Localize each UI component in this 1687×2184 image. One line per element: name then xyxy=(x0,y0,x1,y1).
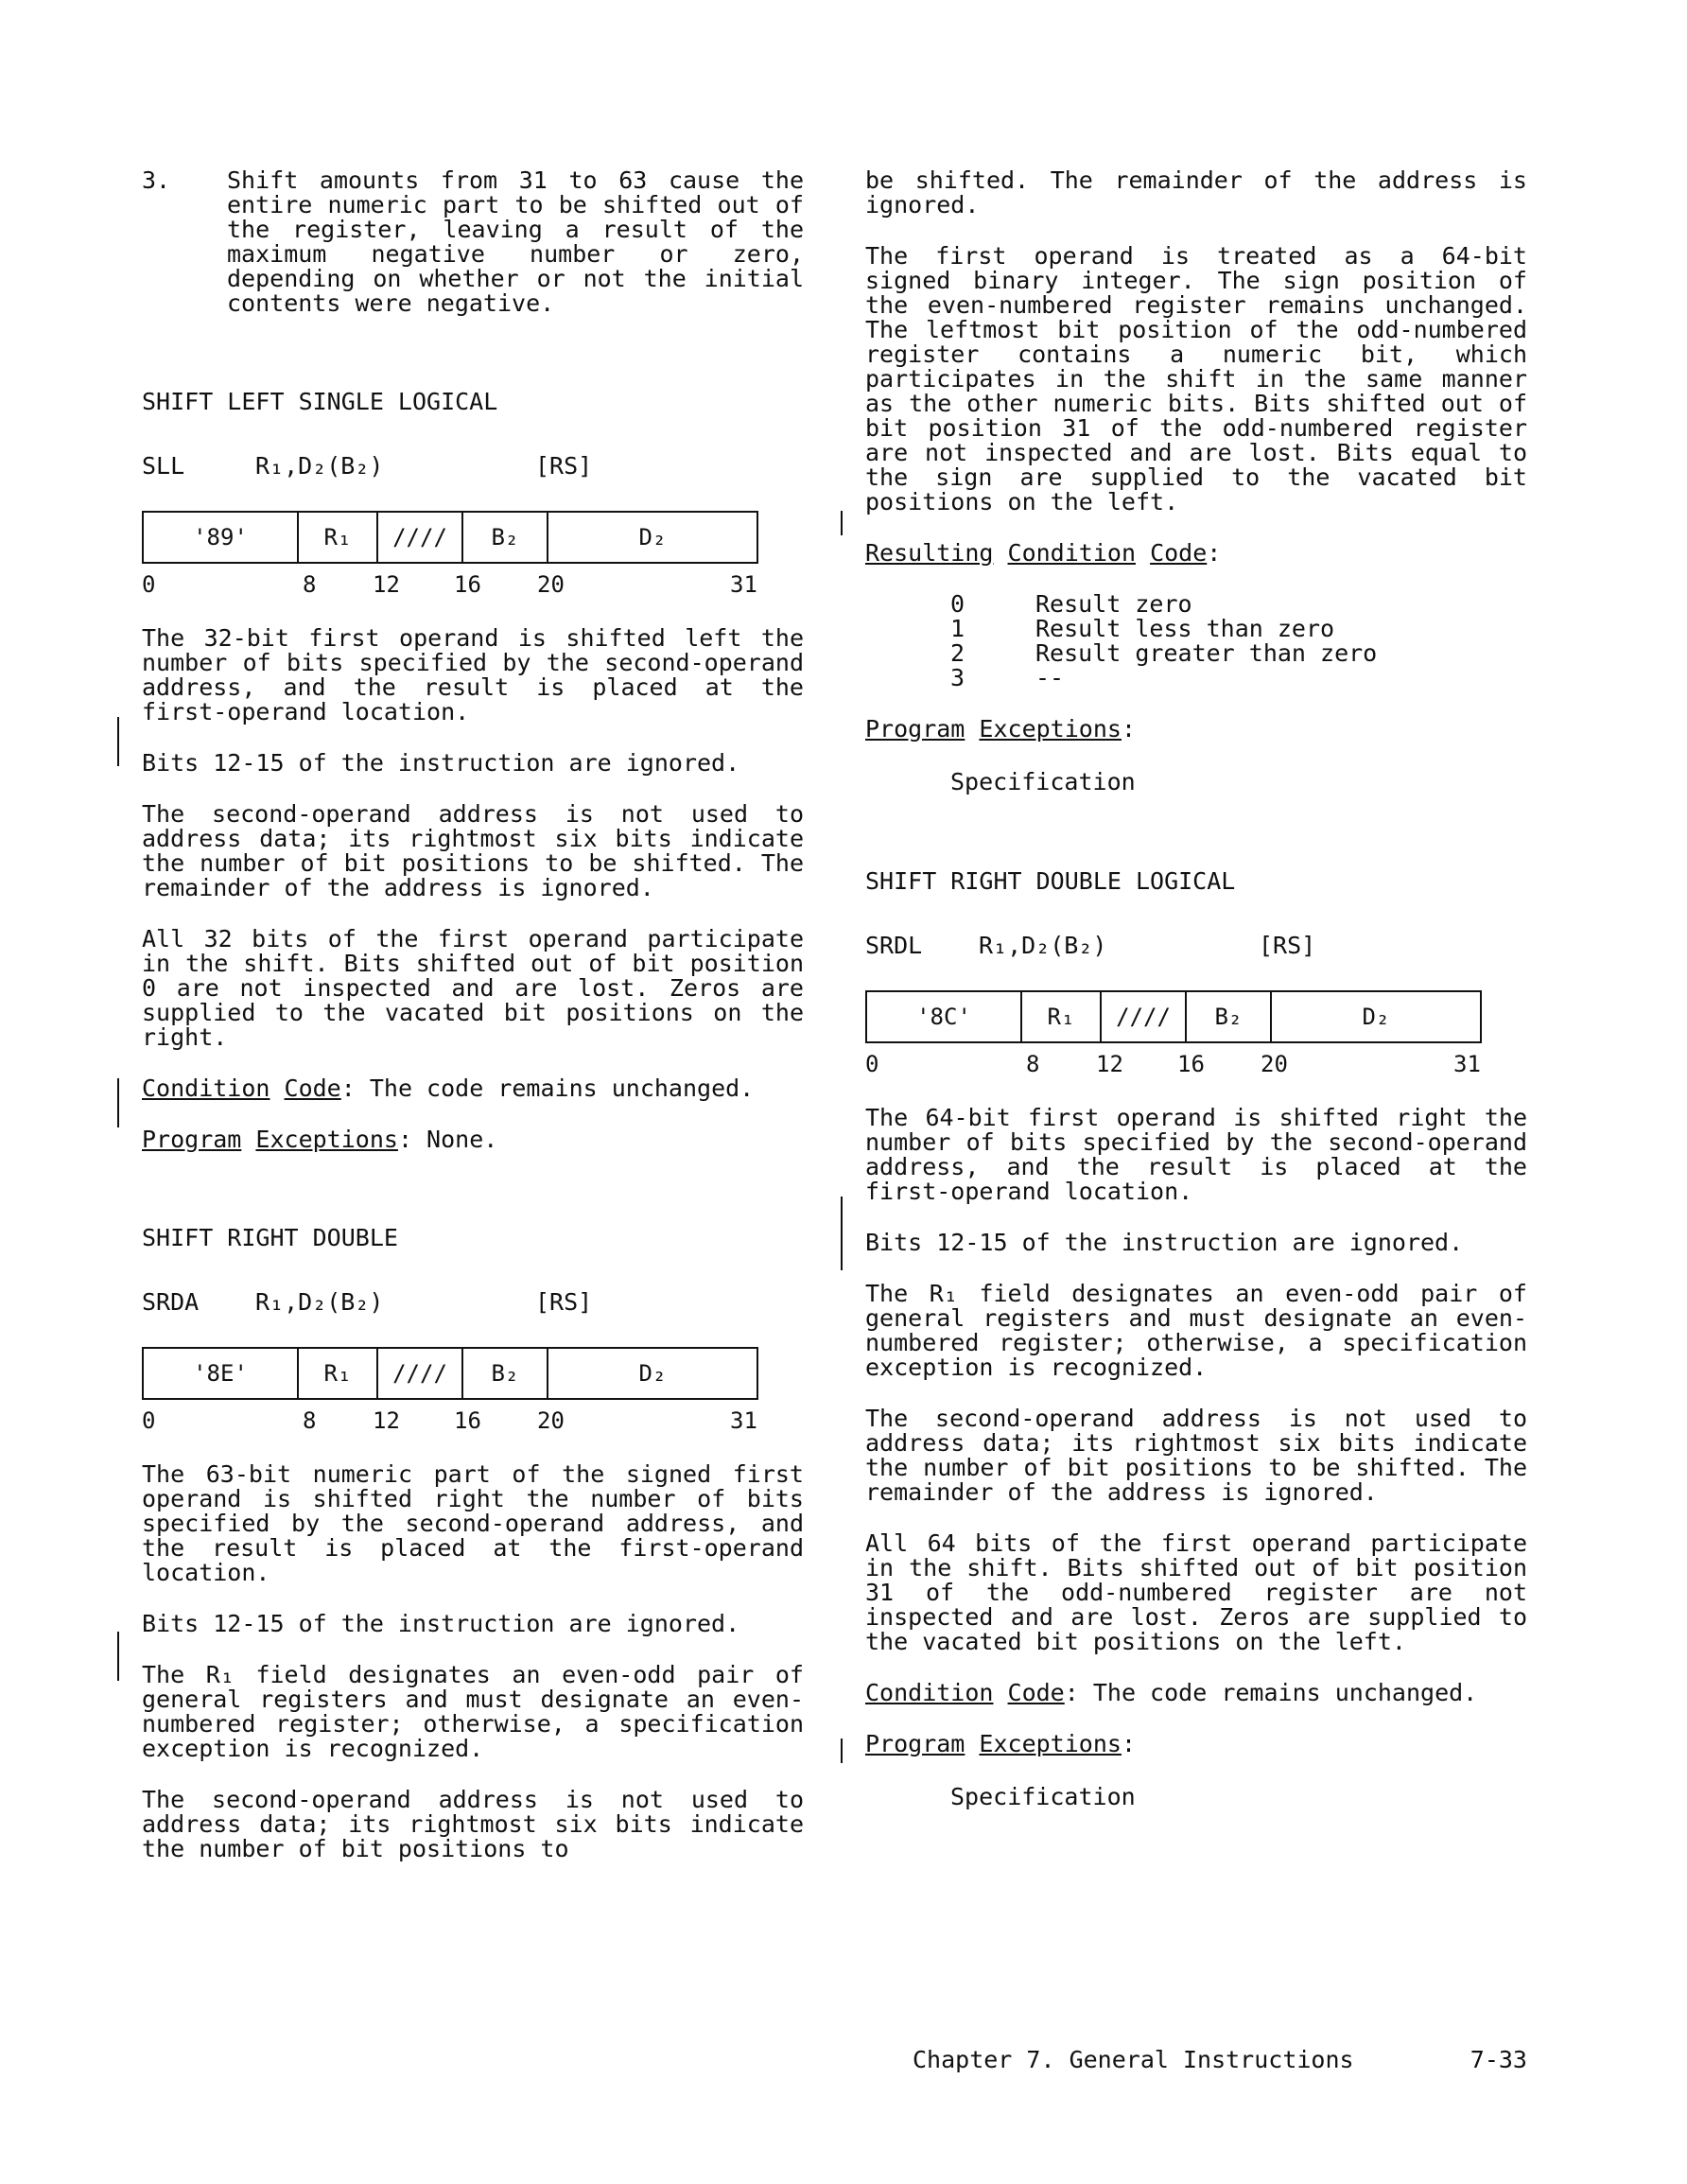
chapter-title: Chapter 7. General Instructions xyxy=(913,2046,1354,2073)
list-text: Shift amounts from 31 to 63 cause the entire numeric part to be shifted out of the register, leaving a result of the maximum negative number or zero, depending on whether or not the initial contents were negative. xyxy=(227,166,804,317)
paragraph: The first operand is treated as a 64-bit signed binary integer. The sign position of the even-numbered register remains unchanged. The leftmost bit position of the odd-numbered register contains a numeric bit, which participates in the shift in the same manner as the other numeric bits. Bits shifted out of bit position 31 of the odd-numbered register are not inspected and are lost. Bits equal to the sign are supplied to the vacated bit positions on the left. xyxy=(865,242,1527,515)
label: Code xyxy=(284,1075,341,1102)
paragraph: The 63-bit numeric part of the signed first operand is shifted right the number of bits specified by the second-operand address, and the result is placed at the first-operand location. xyxy=(142,1460,804,1586)
format-type: [RS] xyxy=(535,452,593,480)
bit-positions xyxy=(865,1051,1527,1079)
bit-label: 16 xyxy=(1177,1051,1205,1077)
bit-positions xyxy=(142,1407,804,1436)
operands: R₁,D₂(B₂) xyxy=(979,932,1107,959)
text: : The code remains unchanged. xyxy=(1064,1679,1478,1706)
code: 2 xyxy=(950,639,965,667)
field-r1: R₁ xyxy=(299,513,378,562)
code: 3 xyxy=(950,664,965,691)
text: : The code remains unchanged. xyxy=(340,1075,755,1102)
program-exceptions-paragraph xyxy=(142,1127,804,1152)
paragraph: be shifted. The remainder of the address is ignored. xyxy=(865,166,1527,218)
bit-label: 20 xyxy=(537,571,565,598)
bit-label: 31 xyxy=(1453,1051,1481,1077)
change-bar xyxy=(841,1738,843,1763)
list-item xyxy=(950,641,1527,666)
paragraph: The R₁ field designates an even-odd pair of general registers and must designate an even-numbered register; otherwise, a specification exception is recognized. xyxy=(865,1280,1527,1381)
field-d2: D₂ xyxy=(1362,1004,1390,1030)
instruction-syntax xyxy=(865,934,1527,958)
condition-code-list xyxy=(950,592,1527,690)
bit-label: 0 xyxy=(142,1407,156,1434)
paragraph: The R₁ field designates an even-odd pair of general registers and must designate an even-numbered register; otherwise, a specification exception is recognized. xyxy=(142,1661,804,1762)
list-number: 3. xyxy=(142,166,171,194)
field-r1: R₁ xyxy=(299,1349,378,1398)
label: Exceptions xyxy=(979,1730,1122,1757)
paragraph: The 32-bit first operand is shifted left the number of bits specified by the second-operand address, and the result is placed at the first-operand location. xyxy=(142,624,804,725)
mnemonic: SRDL xyxy=(865,932,923,959)
change-bar xyxy=(841,1197,843,1270)
paragraph: Bits 12-15 of the instruction are ignored. xyxy=(142,749,740,777)
field-unused: //// xyxy=(1102,992,1187,1041)
bit-label: 0 xyxy=(865,1051,879,1077)
section-heading-srda: SHIFT RIGHT DOUBLE xyxy=(142,1224,398,1251)
list-item xyxy=(950,666,1527,690)
format-type: [RS] xyxy=(1259,932,1316,959)
instruction-syntax xyxy=(142,454,804,479)
right-column xyxy=(865,168,1527,1837)
label: Program xyxy=(142,1126,242,1153)
field-opcode: '8E' xyxy=(144,1349,299,1398)
code-desc: Result greater than zero xyxy=(1035,639,1378,667)
code: 0 xyxy=(950,590,965,618)
field-unused: //// xyxy=(378,1349,463,1398)
bit-label: 12 xyxy=(1096,1051,1123,1077)
mnemonic: SLL xyxy=(142,452,185,480)
field-d2: D₂ xyxy=(638,1360,667,1387)
change-bar xyxy=(117,1632,119,1681)
condition-code-paragraph xyxy=(865,1681,1527,1705)
exception-item: Specification xyxy=(950,1783,1136,1810)
bit-label: 12 xyxy=(373,571,400,598)
paragraph: All 64 bits of the first operand participate in the shift. Bits shifted out of bit position 31 of the odd-numbered register are not inspected and are lost. Zeros are supplied to the vacated bit positions on the left. xyxy=(865,1529,1527,1655)
bit-label: 16 xyxy=(454,571,481,598)
page-footer xyxy=(913,2046,1527,2073)
paragraph: The second-operand address is not used to address data; its rightmost six bits indicate the number of bit positions to be shifted. The remainder of the address is ignored. xyxy=(142,800,804,901)
instruction-syntax xyxy=(142,1290,804,1315)
paragraph: All 32 bits of the first operand participate in the shift. Bits shifted out of bit position 0 are not inspected and are lost. Zeros are supplied to the vacated bit positions on the right. xyxy=(142,925,804,1051)
bit-label: 16 xyxy=(454,1407,481,1434)
bit-label: 0 xyxy=(142,571,156,598)
label: Exceptions xyxy=(255,1126,398,1153)
instruction-format-box xyxy=(142,511,758,564)
paragraph: Bits 12-15 of the instruction are ignored. xyxy=(142,1610,740,1637)
label: Program xyxy=(865,1730,965,1757)
code-desc: -- xyxy=(1035,664,1065,691)
instruction-format-box xyxy=(142,1347,758,1400)
bit-label: 8 xyxy=(1026,1051,1040,1077)
bit-label: 31 xyxy=(730,1407,757,1434)
exception-item: Specification xyxy=(950,768,1136,795)
label: Resulting xyxy=(865,539,994,567)
change-bar xyxy=(841,511,843,535)
field-opcode: '8C' xyxy=(867,992,1022,1041)
mnemonic: SRDA xyxy=(142,1288,200,1316)
label: Exceptions xyxy=(979,715,1122,743)
section-heading-sll: SHIFT LEFT SINGLE LOGICAL xyxy=(142,388,498,415)
code-desc: Result zero xyxy=(1035,590,1192,618)
colon: : xyxy=(1207,539,1222,567)
field-opcode: '89' xyxy=(144,513,299,562)
list-item xyxy=(950,617,1527,641)
operands: R₁,D₂(B₂) xyxy=(255,452,384,480)
label: Code xyxy=(1150,539,1208,567)
colon: : xyxy=(1121,715,1136,743)
bit-label: 8 xyxy=(303,571,317,598)
program-exceptions-label xyxy=(865,717,1527,742)
label: Program xyxy=(865,715,965,743)
bit-label: 20 xyxy=(1261,1051,1288,1077)
program-exceptions-label xyxy=(865,1732,1527,1756)
instruction-format-box xyxy=(865,990,1482,1043)
label: Condition xyxy=(142,1075,270,1102)
format-type: [RS] xyxy=(535,1288,593,1316)
page-number: 7-33 xyxy=(1470,2046,1527,2073)
bit-label: 8 xyxy=(303,1407,317,1434)
field-b2: B₂ xyxy=(463,513,548,562)
label: Condition xyxy=(1007,539,1136,567)
code: 1 xyxy=(950,615,965,642)
field-unused: //// xyxy=(378,513,463,562)
text: : None. xyxy=(397,1126,498,1153)
field-d2: D₂ xyxy=(638,524,667,550)
label: Code xyxy=(1007,1679,1065,1706)
paragraph: Bits 12-15 of the instruction are ignored. xyxy=(865,1229,1464,1256)
field-b2: B₂ xyxy=(1187,992,1272,1041)
bit-label: 12 xyxy=(373,1407,400,1434)
change-bar xyxy=(117,717,119,766)
change-bar xyxy=(117,1078,119,1127)
field-r1: R₁ xyxy=(1022,992,1102,1041)
left-column xyxy=(142,168,804,1888)
bit-label: 31 xyxy=(730,571,757,598)
operands: R₁,D₂(B₂) xyxy=(255,1288,384,1316)
bit-positions xyxy=(142,571,804,600)
label: Condition xyxy=(865,1679,994,1706)
list-item xyxy=(142,168,804,316)
list-item xyxy=(950,592,1527,617)
field-b2: B₂ xyxy=(463,1349,548,1398)
bit-label: 20 xyxy=(537,1407,565,1434)
paragraph: The second-operand address is not used to address data; its rightmost six bits indicate the number of bit positions to xyxy=(142,1786,804,1862)
code-desc: Result less than zero xyxy=(1035,615,1335,642)
colon: : xyxy=(1121,1730,1136,1757)
paragraph: The second-operand address is not used to address data; its rightmost six bits indicate the number of bit positions to be shifted. The remainder of the address is ignored. xyxy=(865,1405,1527,1506)
paragraph: The 64-bit first operand is shifted right the number of bits specified by the second-operand address, and the result is placed at the first-operand location. xyxy=(865,1104,1527,1205)
section-heading-srdl: SHIFT RIGHT DOUBLE LOGICAL xyxy=(865,867,1236,895)
resulting-condition-code-label xyxy=(865,541,1527,566)
condition-code-paragraph xyxy=(142,1076,804,1101)
